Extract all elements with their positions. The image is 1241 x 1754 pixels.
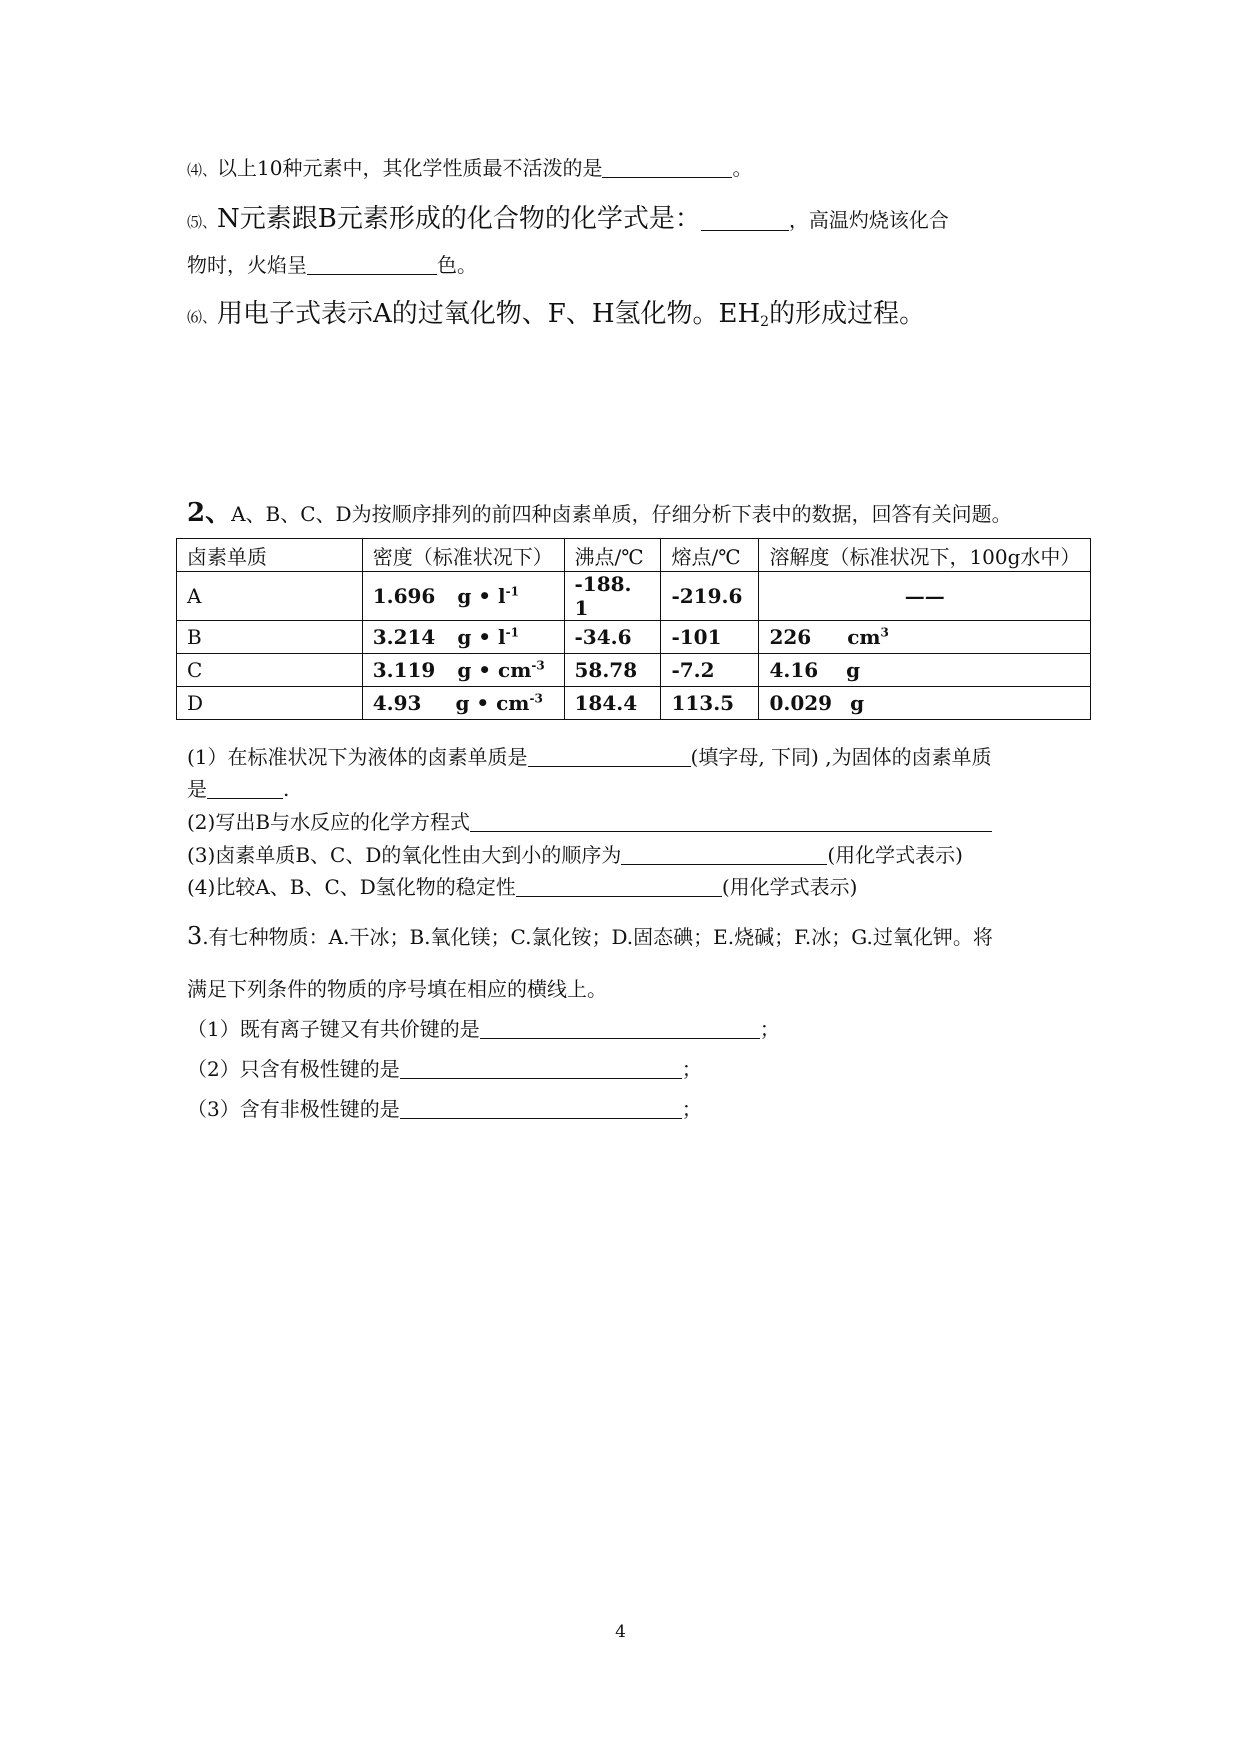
table-row (177, 621, 1091, 654)
sub-tail: (用化学式表示) (721, 875, 858, 899)
cell-boiling-point: -34.6 (564, 621, 661, 654)
cell-name: D (177, 687, 363, 720)
sub-end: ； (759, 1017, 780, 1041)
sub-text: （2）只含有极性键的是 (187, 1057, 400, 1081)
sub-text: (2)写出B与水反应的化学方程式 (187, 810, 471, 834)
item-end: 。 (732, 156, 753, 180)
cell-solubility: —— (759, 572, 1091, 621)
q2-sub-2 (187, 806, 992, 835)
table-header: 熔点/℃ (661, 539, 759, 572)
density-unit: g • cm (457, 658, 532, 682)
item-text: 以上10种元素中，其化学性质最不活泼的是 (217, 156, 603, 180)
q2-sub-4 (187, 871, 857, 900)
q3-intro (187, 921, 993, 950)
cell-boiling-point: -188. 1 (564, 572, 661, 621)
cell-name: A (177, 572, 363, 621)
answer-blank[interactable] (528, 746, 691, 767)
density-value: 1.696 (372, 584, 436, 608)
halogen-table (176, 538, 1091, 720)
answer-blank[interactable] (480, 1018, 760, 1039)
sub-end: ； (681, 1057, 702, 1081)
cell-solubility (759, 621, 1091, 654)
subscript: 2 (760, 314, 770, 331)
sub-end: . (283, 777, 290, 801)
density-unit: g • l (457, 584, 506, 608)
cell-density (362, 572, 564, 621)
q3-sub-1 (187, 1013, 780, 1042)
cell-melting-point: -219.6 (661, 572, 759, 621)
q3-sub-2 (187, 1053, 702, 1082)
item-number: ⑹、 (187, 308, 218, 326)
density-value: 4.93 (372, 691, 422, 715)
cell-solubility (759, 687, 1091, 720)
answer-blank[interactable] (400, 1058, 682, 1079)
sub-text: (4)比较A、B、C、D氢化物的稳定性 (187, 875, 516, 899)
cell-name: B (177, 621, 363, 654)
question-number: 2、 (187, 498, 232, 528)
q2-sub-3 (187, 839, 963, 868)
question-number: 3 (187, 922, 203, 950)
solubility-value: 226 (769, 625, 812, 649)
cell-melting-point: 113.5 (661, 687, 759, 720)
density-exponent: -1 (505, 584, 519, 599)
density-value: 3.119 (372, 658, 436, 682)
density-value: 3.214 (372, 625, 436, 649)
solubility-unit: cm (847, 625, 881, 649)
density-exponent: -3 (531, 658, 545, 673)
answer-blank[interactable] (400, 1098, 682, 1119)
solubility-exponent: 3 (880, 625, 889, 640)
q3-sub-3 (187, 1093, 702, 1122)
question-text: A、B、C、D为按顺序排列的前四种卤素单质，仔细分析下表中的数据，回答有关问题。 (231, 502, 1012, 526)
table-header: 密度（标准状况下） (362, 539, 564, 572)
table-row (177, 572, 1091, 621)
item-end: 色。 (437, 253, 477, 277)
sub-tail: (用化学式表示) (827, 843, 963, 867)
cell-boiling-point: 58.78 (564, 654, 661, 687)
page-number: 4 (615, 1622, 626, 1642)
cell-density (362, 621, 564, 654)
density-unit: g • l (457, 625, 506, 649)
answer-blank[interactable] (470, 811, 992, 832)
solubility-unit: g (850, 691, 865, 715)
sub-tail: (填字母, 下同) ,为固体的卤素单质 (690, 745, 992, 769)
answer-blank[interactable] (207, 778, 283, 799)
sub-text: （1）既有离子键又有共价键的是 (187, 1017, 480, 1041)
sub-end: ； (681, 1097, 702, 1121)
density-exponent: -1 (505, 625, 519, 640)
q1-item-4 (187, 152, 752, 181)
q2-intro (187, 492, 1012, 529)
item-number: ⑸、 (187, 213, 218, 231)
sub-text: （3）含有非极性键的是 (187, 1097, 400, 1121)
answer-blank[interactable] (701, 204, 789, 231)
table-header: 溶解度（标准状况下，100g水中） (759, 539, 1091, 572)
q1-item-6 (187, 293, 925, 330)
cell-boiling-point: 184.4 (564, 687, 661, 720)
item-text: 用电子式表示A的过氧化物、F、H氢化物。EH (217, 299, 761, 329)
item-text: 物时，火焰呈 (187, 253, 307, 277)
table-header: 卤素单质 (177, 539, 363, 572)
item-number: ⑷、 (187, 161, 218, 179)
question-text: .有七种物质：A.干冰；B.氧化镁；C.氯化铵；D.固态碘；E.烧碱；F.冰；G.过氧化钾。将 (202, 925, 993, 949)
q1-item-5 (187, 198, 949, 235)
q2-sub-1-cont (187, 773, 289, 802)
q2-sub-1 (187, 741, 992, 770)
cell-density (362, 687, 564, 720)
item-text: N元素跟B元素形成的化合物的化学式是： (217, 204, 701, 234)
table-header: 沸点/℃ (564, 539, 661, 572)
answer-blank[interactable] (516, 876, 722, 897)
table-header-row (177, 539, 1091, 572)
cell-solubility (759, 654, 1091, 687)
sub-text: (1）在标准状况下为液体的卤素单质是 (187, 745, 528, 769)
answer-blank[interactable] (307, 254, 437, 275)
density-exponent: -3 (529, 691, 543, 706)
solubility-value: 0.029 (769, 691, 833, 715)
solubility-value: 4.16 (769, 658, 819, 682)
cell-melting-point: -101 (661, 621, 759, 654)
sub-text: 是 (187, 777, 207, 801)
table-row (177, 654, 1091, 687)
item-end: 的形成过程。 (769, 299, 926, 329)
answer-blank[interactable] (621, 844, 827, 865)
table-row (177, 687, 1091, 720)
sub-text: (3)卤素单质B、C、D的氧化性由大到小的顺序为 (187, 843, 622, 867)
answer-blank[interactable] (602, 157, 732, 178)
solubility-unit: g (846, 658, 861, 682)
q3-intro-cont (187, 973, 607, 1002)
question-text: 满足下列条件的物质的序号填在相应的横线上。 (187, 977, 607, 1001)
density-unit: g • cm (455, 691, 530, 715)
cell-name: C (177, 654, 363, 687)
cell-density (362, 654, 564, 687)
cell-melting-point: -7.2 (661, 654, 759, 687)
item-text-tail: ，高温灼烧该化合 (788, 208, 949, 232)
q1-item-5-cont (187, 249, 477, 278)
